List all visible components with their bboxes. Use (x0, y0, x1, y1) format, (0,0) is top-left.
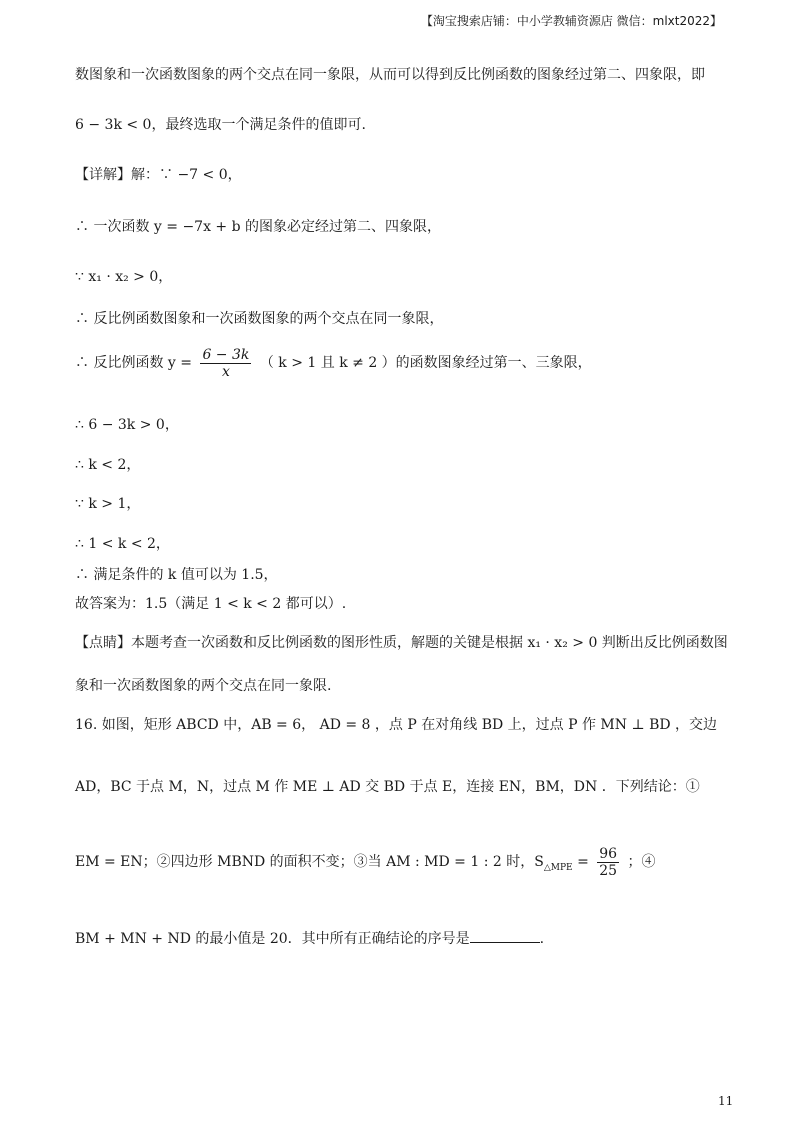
solution-line-10: ∴ 满足条件的 k 值可以为 1.5， (75, 567, 278, 583)
solution-line-6: ∴ 6 − 3k > 0， (75, 417, 179, 433)
problem-16-line-4-prefix: BM + MN + ND 的最小值是 20．其中所有正确结论的序号是 (75, 931, 470, 947)
solution-line-2: ∴ 一次函数 y = −7x + b 的图象必定经过第二、四象限， (75, 219, 442, 235)
solution-line-7: ∴ k < 2， (75, 457, 141, 473)
solution-line-4: ∴ 反比例函数图象和一次函数图象的两个交点在同一象限， (75, 311, 444, 327)
shop-header: 【淘宝搜索店铺：中小学教辅资源店 微信：mlxt2022】 (420, 14, 722, 28)
problem-16-line-4 (75, 930, 544, 948)
problem-16-line-1: 16. 如图，矩形 ABCD 中，AB = 6， AD = 8 ，点 P 在对角线 BD 上，过点 P 作 MN ⊥ BD ，交边 (75, 717, 718, 733)
triangle-subscript: △MPE (543, 862, 573, 873)
solution-line-5 (75, 346, 592, 380)
fraction-numerator: 96 (599, 845, 618, 862)
solution-line-5-suffix: （ k > 1 且 k ≠ 2 ）的函数图象经过第一、三象限， (259, 355, 592, 371)
solution-line-8: ∵ k > 1， (75, 496, 141, 512)
analysis-line-2: 6 − 3k < 0，最终选取一个满足条件的值即可. (75, 117, 366, 133)
solution-line-3: ∵ x₁ · x₂ > 0， (75, 269, 173, 285)
comment-line-2: 象和一次函数图象的两个交点在同一象限. (75, 678, 332, 694)
solution-line-9: ∴ 1 < k < 2， (75, 536, 170, 552)
solution-line-1: 【详解】解：∵ −7 < 0， (75, 167, 242, 183)
fraction-96-over-25 (597, 846, 619, 879)
equals-sign: = (577, 854, 589, 870)
analysis-line-1: 数图象和一次函数图象的两个交点在同一象限，从而可以得到反比例函数的图象经过第二、四象限，即 (75, 67, 705, 83)
solution-line-5-prefix: ∴ 反比例函数 y = (75, 355, 192, 371)
fraction-6-minus-3k-over-x (200, 347, 251, 380)
problem-16-line-3-suffix: ；④ (627, 854, 656, 870)
fraction-denominator: x (221, 363, 230, 380)
page-number: 11 (718, 1094, 734, 1108)
problem-16-line-3-prefix: EM = EN；②四边形 MBND 的面积不变；③当 AM : MD = 1 : 2 时，S (75, 854, 544, 870)
problem-16-line-2: AD，BC 于点 M，N，过点 M 作 ME ⊥ AD 交 BD 于点 E，连接 EN，BM，DN ．下列结论：① (75, 779, 700, 795)
fraction-denominator: 25 (599, 862, 618, 879)
solution-line-11: 故答案为：1.5（满足 1 < k < 2 都可以）. (75, 596, 347, 612)
problem-16-line-3 (75, 844, 656, 886)
problem-16-line-4-suffix: . (539, 931, 545, 947)
comment-line-1: 【点睛】本题考查一次函数和反比例函数的图形性质，解题的关键是根据 x₁ · x₂ > 0 判断出反比例函数图 (75, 635, 728, 651)
answer-blank[interactable] (470, 930, 540, 943)
fraction-numerator: 6 − 3k (202, 346, 250, 363)
